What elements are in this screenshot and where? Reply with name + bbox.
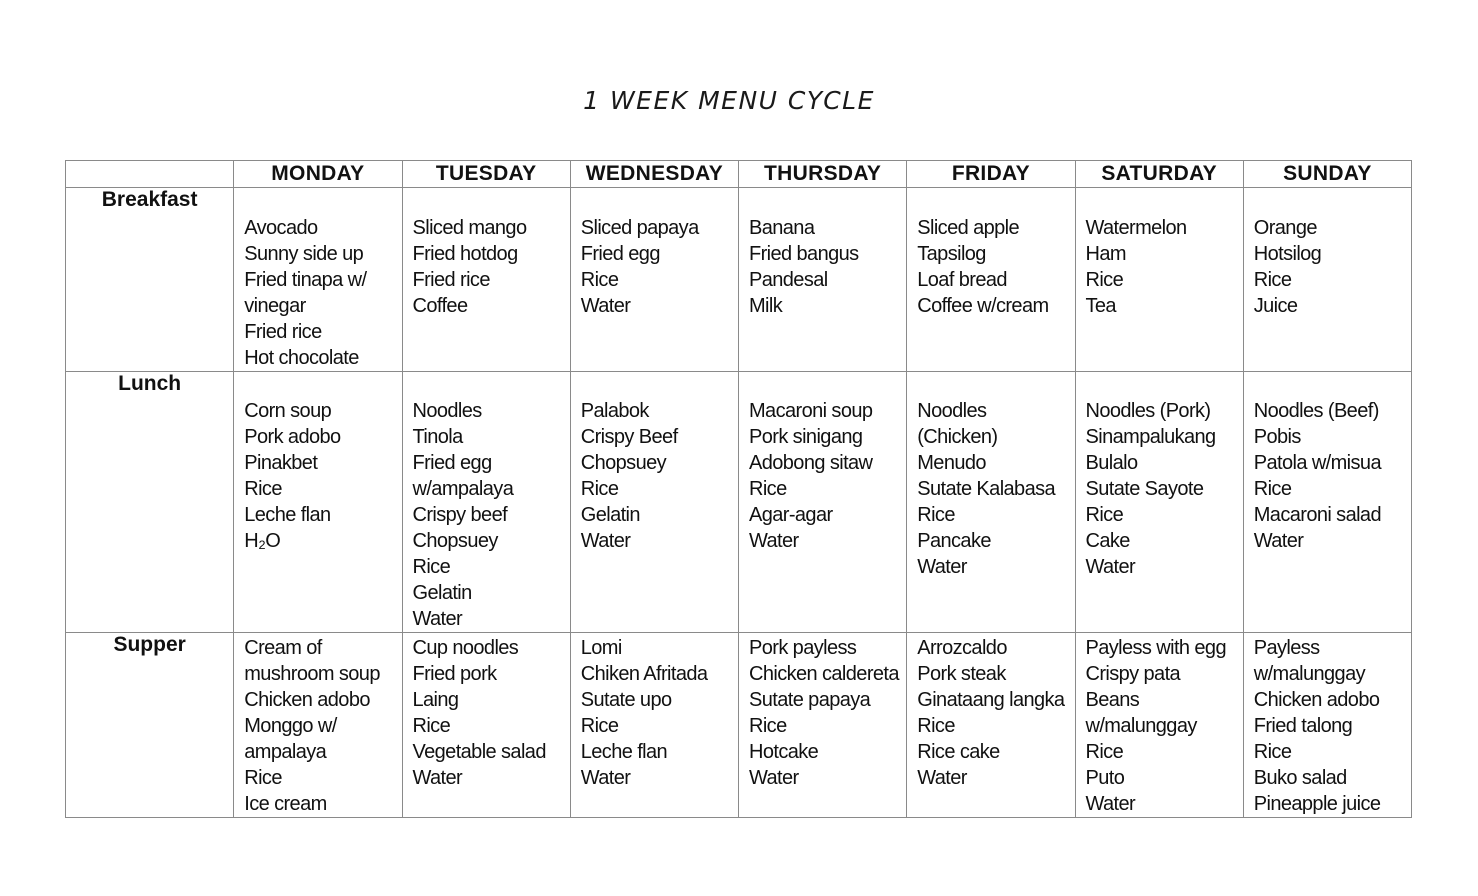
menu-item: Ham	[1085, 243, 1126, 265]
menu-item: Banana	[749, 217, 815, 239]
menu-cell-breakfast-wednesday	[570, 188, 738, 372]
menu-item: ampalaya	[244, 741, 327, 763]
menu-cell-breakfast-friday	[907, 188, 1075, 372]
menu-item: Hotsilog	[1253, 243, 1322, 265]
menu-item-list	[571, 372, 738, 554]
menu-item: Corn soup	[244, 400, 332, 422]
menu-cell-lunch-monday	[234, 372, 402, 633]
day-header-friday: FRIDAY	[907, 161, 1075, 188]
menu-item: Adobong sitaw	[749, 452, 873, 474]
menu-item-list	[1076, 188, 1243, 319]
menu-item: Pork payless	[749, 637, 857, 659]
menu-item: Beans	[1085, 689, 1140, 711]
menu-cell-lunch-wednesday	[570, 372, 738, 633]
menu-item-list	[1244, 633, 1411, 817]
menu-item: Pork adobo	[244, 426, 341, 448]
menu-item-list	[403, 372, 570, 632]
menu-item: Rice	[1085, 504, 1124, 526]
menu-item: Coffee	[412, 295, 468, 317]
menu-item: Water	[1085, 793, 1136, 815]
menu-item: Cream of	[244, 637, 322, 659]
menu-item: Sutate Sayote	[1085, 478, 1204, 500]
menu-item: (Chicken)	[917, 426, 998, 448]
menu-item: w/ampalaya	[412, 478, 514, 500]
menu-item: Crispy beef	[412, 504, 508, 526]
menu-item: Pinakbet	[244, 452, 318, 474]
menu-item-list	[403, 188, 570, 319]
day-header-wednesday: WEDNESDAY	[570, 161, 738, 188]
menu-item: Sliced apple	[917, 217, 1020, 239]
menu-item: Fried bangus	[749, 243, 859, 265]
menu-item: H₂O	[244, 530, 281, 552]
menu-item: Sutate upo	[580, 689, 672, 711]
menu-item: Sliced papaya	[580, 217, 699, 239]
menu-item-list	[1076, 372, 1243, 580]
menu-item: Water	[749, 767, 799, 789]
menu-cell-lunch-tuesday	[402, 372, 570, 633]
menu-item: Tea	[1085, 295, 1116, 317]
menu-item: Rice	[1253, 478, 1292, 500]
menu-item-list	[907, 188, 1074, 319]
meal-row-supper	[66, 633, 1412, 818]
menu-item: Pandesal	[749, 269, 828, 291]
menu-cell-lunch-sunday	[1243, 372, 1411, 633]
menu-item-list	[571, 188, 738, 319]
menu-item: Rice	[580, 269, 619, 291]
menu-cell-supper-friday	[907, 633, 1075, 818]
menu-item: Fried rice	[412, 269, 490, 291]
menu-item-list	[234, 372, 401, 554]
menu-item: w/malunggay	[1085, 715, 1197, 737]
menu-item: Rice	[917, 504, 955, 526]
menu-item-list	[907, 633, 1074, 791]
menu-item: Rice	[1085, 741, 1124, 763]
menu-item: vinegar	[244, 295, 306, 317]
menu-item: Rice	[1085, 269, 1124, 291]
menu-cell-supper-saturday	[1075, 633, 1243, 818]
menu-cell-supper-thursday	[739, 633, 907, 818]
menu-item: Ice cream	[244, 793, 327, 815]
menu-cell-supper-tuesday	[402, 633, 570, 818]
menu-item: Watermelon	[1085, 217, 1187, 239]
menu-item: Sunny side up	[244, 243, 364, 265]
menu-item: Sutate papaya	[749, 689, 871, 711]
menu-item: Rice cake	[917, 741, 1000, 763]
menu-item: Noodles (Pork)	[1085, 400, 1211, 422]
menu-item: Rice	[580, 715, 619, 737]
corner-cell	[66, 161, 234, 188]
menu-item-list	[1244, 188, 1411, 319]
meal-label-breakfast: Breakfast	[66, 188, 234, 372]
menu-item: Chiken Afritada	[580, 663, 708, 685]
menu-item: Menudo	[917, 452, 986, 474]
menu-item: Water	[580, 767, 631, 789]
menu-item: Milk	[749, 295, 783, 317]
menu-item: w/malunggay	[1253, 663, 1365, 685]
menu-item: Rice	[917, 715, 955, 737]
menu-item: Crispy pata	[1085, 663, 1181, 685]
menu-item: Chopsuey	[580, 452, 667, 474]
menu-item: Payless with egg	[1085, 637, 1226, 659]
menu-item: Laing	[412, 689, 459, 711]
menu-item: Puto	[1085, 767, 1125, 789]
menu-item: Water	[412, 608, 463, 630]
menu-item-list	[907, 372, 1074, 580]
menu-item: Rice	[244, 767, 282, 789]
menu-cell-breakfast-tuesday	[402, 188, 570, 372]
menu-cell-lunch-thursday	[739, 372, 907, 633]
day-header-saturday: SATURDAY	[1075, 161, 1243, 188]
menu-item: Crispy Beef	[580, 426, 678, 448]
menu-item: Buko salad	[1253, 767, 1347, 789]
menu-item: Gelatin	[580, 504, 640, 526]
menu-item: Lomi	[580, 637, 622, 659]
menu-item-list	[403, 633, 570, 791]
menu-item: Rice	[412, 556, 451, 578]
menu-item: Rice	[412, 715, 451, 737]
menu-item: Tapsilog	[917, 243, 986, 265]
menu-item: Bulalo	[1085, 452, 1138, 474]
menu-item: Noodles	[917, 400, 987, 422]
page-title: 1 WEEK MENU CYCLE	[583, 86, 875, 115]
menu-item: Palabok	[580, 400, 649, 422]
menu-item-list	[1076, 633, 1243, 817]
day-header-monday: MONDAY	[234, 161, 402, 188]
menu-item: Fried egg	[412, 452, 492, 474]
menu-item: Pobis	[1253, 426, 1301, 448]
menu-item: Chicken caldereta	[749, 663, 899, 685]
menu-item: Pancake	[917, 530, 991, 552]
menu-item: Payless	[1253, 637, 1320, 659]
menu-item: Arrozcaldo	[917, 637, 1007, 659]
menu-cell-breakfast-monday	[234, 188, 402, 372]
menu-table	[65, 160, 1412, 818]
menu-cell-breakfast-saturday	[1075, 188, 1243, 372]
menu-item-list	[571, 633, 738, 791]
menu-item: Water	[1253, 530, 1304, 552]
menu-item: Juice	[1253, 295, 1298, 317]
meal-label-supper: Supper	[66, 633, 234, 818]
menu-item-list	[234, 633, 401, 817]
menu-item: Water	[580, 530, 631, 552]
menu-item: Agar-agar	[749, 504, 833, 526]
menu-item: Hotcake	[749, 741, 819, 763]
menu-item: Water	[749, 530, 799, 552]
menu-item: Loaf bread	[917, 269, 1007, 291]
menu-item: Patola w/misua	[1253, 452, 1381, 474]
menu-item: Fried pork	[412, 663, 497, 685]
menu-cell-supper-wednesday	[570, 633, 738, 818]
menu-item: Sinampalukang	[1085, 426, 1216, 448]
menu-item: Fried egg	[580, 243, 660, 265]
menu-cell-supper-monday	[234, 633, 402, 818]
menu-item: Orange	[1253, 217, 1317, 239]
day-header-tuesday: TUESDAY	[402, 161, 570, 188]
menu-item: Rice	[1253, 741, 1292, 763]
menu-item: Water	[917, 767, 967, 789]
menu-item: Cup noodles	[412, 637, 519, 659]
meal-row-breakfast	[66, 188, 1412, 372]
menu-item: Rice	[749, 478, 787, 500]
menu-item: Rice	[580, 478, 619, 500]
menu-item: Chopsuey	[412, 530, 498, 552]
menu-item: Fried hotdog	[412, 243, 518, 265]
menu-item: Sliced mango	[412, 217, 527, 239]
menu-item: Water	[412, 767, 463, 789]
menu-cell-breakfast-thursday	[739, 188, 907, 372]
menu-item: Fried tinapa w/	[244, 269, 367, 291]
menu-item: Leche flan	[244, 504, 331, 526]
menu-item: Rice	[749, 715, 787, 737]
menu-item: Sutate Kalabasa	[917, 478, 1056, 500]
menu-item: Coffee w/cream	[917, 295, 1049, 317]
menu-cell-breakfast-sunday	[1243, 188, 1411, 372]
menu-item-list	[739, 633, 906, 791]
menu-item: Fried talong	[1253, 715, 1353, 737]
meal-label-lunch: Lunch	[66, 372, 234, 633]
menu-item: Rice	[1253, 269, 1292, 291]
menu-item-list	[739, 372, 906, 554]
menu-item: Water	[1085, 556, 1136, 578]
menu-item: Pork sinigang	[749, 426, 863, 448]
menu-item: Gelatin	[412, 582, 472, 604]
menu-item: Tinola	[412, 426, 463, 448]
menu-item: Water	[917, 556, 967, 578]
menu-item: Fried rice	[244, 321, 322, 343]
menu-item: Noodles	[412, 400, 482, 422]
menu-item: Cake	[1085, 530, 1130, 552]
menu-cell-supper-sunday	[1243, 633, 1411, 818]
menu-item: Pineapple juice	[1253, 793, 1381, 815]
menu-item: Noodles (Beef)	[1253, 400, 1379, 422]
day-header-sunday: SUNDAY	[1243, 161, 1411, 188]
menu-item: Chicken adobo	[244, 689, 370, 711]
menu-item: Macaroni salad	[1253, 504, 1381, 526]
menu-item: Monggo w/	[244, 715, 337, 737]
menu-item-list	[234, 188, 401, 371]
menu-item: Pork steak	[917, 663, 1006, 685]
meal-row-lunch	[66, 372, 1412, 633]
menu-item: Hot chocolate	[244, 347, 359, 369]
menu-cell-lunch-saturday	[1075, 372, 1243, 633]
day-header-thursday: THURSDAY	[739, 161, 907, 188]
menu-item: Macaroni soup	[749, 400, 873, 422]
menu-item: Rice	[244, 478, 282, 500]
menu-item: Chicken adobo	[1253, 689, 1380, 711]
menu-item-list	[1244, 372, 1411, 554]
menu-item: Vegetable salad	[412, 741, 546, 763]
menu-item: Avocado	[244, 217, 318, 239]
menu-item: mushroom soup	[244, 663, 380, 685]
menu-item: Ginataang langka	[917, 689, 1065, 711]
menu-item-list	[739, 188, 906, 319]
header-row	[66, 161, 1412, 188]
menu-item: Water	[580, 295, 631, 317]
menu-item: Leche flan	[580, 741, 668, 763]
menu-cell-lunch-friday	[907, 372, 1075, 633]
